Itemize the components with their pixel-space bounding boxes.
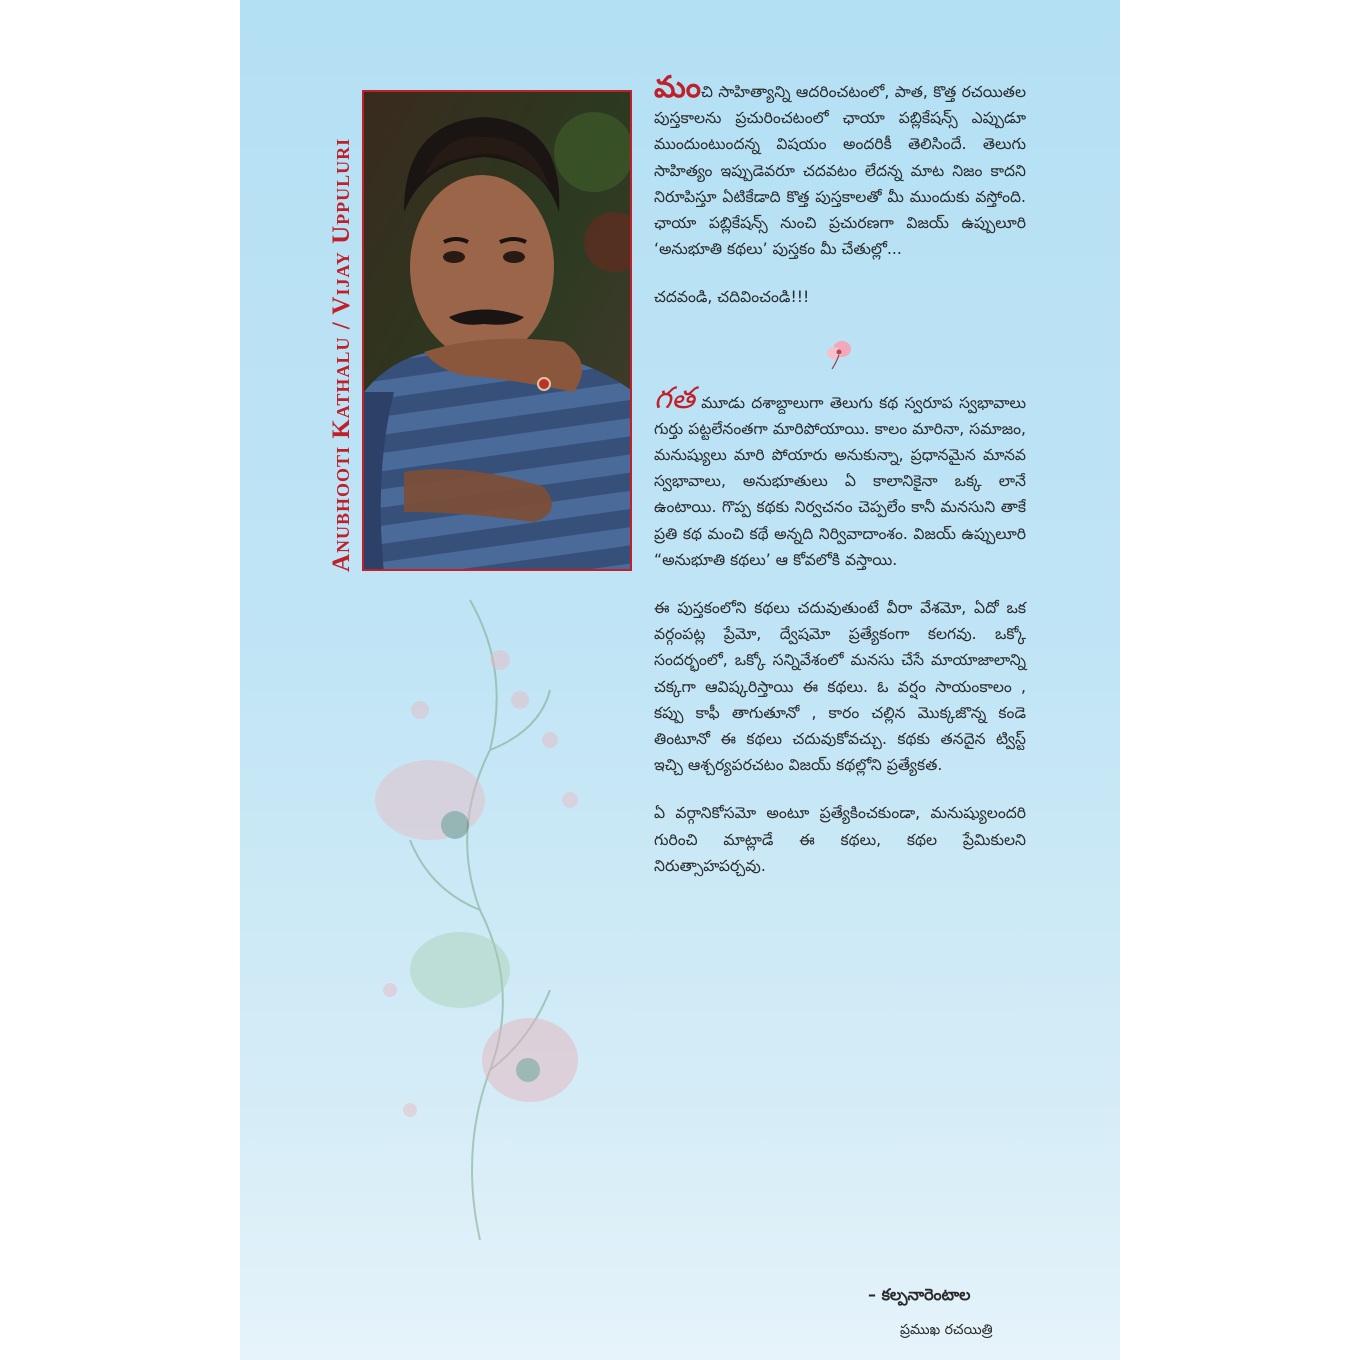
review-paragraph-3: ఏ వర్గానికోసమో అంటూ ప్రత్యేకించకుండా, మనుష్యులందరి గురించి మాట్లాడే ఈ కథలు, కథల ప్రేమికులని నిరుత్సాహపర్చవు. xyxy=(654,804,1026,875)
review-paragraph-1-text: మూడు దశాబ్దాలుగా తెలుగు కథ స్వరూప స్వభావాలు గుర్తు పట్టలేనంతగా మారిపోయాయి. కాలం మారినా, సమాజం, మనుష్యులు మారి పోయారు అనుకున్నా, ప్రధానమైన మానవ స్వభావాలు, అనుభూతులు ఏ కాలానికైనా ఒక్క లానే ఉంటాయి. గొప్ప కథకు నిర్వచనం చెప్పలేం కానీ మనసుని తాకే ప్రతి కథ మంచి కథే అన్నది నిర్వివాదాంశం. విజయ్ ఉప్పులూరి “అనుభూతి కథలు’ ఆ కోవలోకి వస్తాయి. xyxy=(654,393,1026,569)
intro-dropcap: మం xyxy=(654,70,701,105)
intro-paragraph-2: చదవండి, చదివించండి!!! xyxy=(654,288,810,307)
review-dropcap: గత xyxy=(654,380,695,416)
back-cover-text xyxy=(654,70,1026,901)
flower-divider-icon xyxy=(820,333,860,373)
review-paragraph-1 xyxy=(654,380,1026,573)
author-photo xyxy=(362,90,632,571)
vertical-title xyxy=(322,90,362,572)
vertical-title-text: Anubhooti Kathalu / Vijay Uppuluri xyxy=(328,137,355,572)
author-photo-image xyxy=(364,92,632,571)
reviewer-title: ప్రముఖ రచయిత్రి xyxy=(900,1322,993,1338)
intro-paragraph-1-text: చి సాహిత్యాన్ని ఆదరించటంలో, పాత, కొత్త రచయితల పుస్తకాలను ప్రచురించటంలో ఛాయా పబ్లికేషన్స్ ఎప్పుడూ ముందుంటుందన్న విషయం అందరికీ తెలిసిందే. తెలుగు సాహిత్యం ఇప్పుడెవరూ చదవటం లేదన్న మాట నిజం కాదని నిరూపిస్తూ ఏటికేడాది కొత్త పుస్తకాలతో మీ ముందుకు వస్తోంది. ఛాయా పబ్లికేషన్స్ నుంచి ప్రచురణగా విజయ్ ఉప్పులూరి ‘అనుభూతి కథలు’ పుస్తకం మీ చేతుల్లో... xyxy=(654,83,1026,259)
floral-illustration xyxy=(370,590,590,1250)
intro-paragraph-1 xyxy=(654,70,1026,262)
review-paragraph-2: ఈ పుస్తకంలోని కథలు చదువుతుంటే వీరా వేశమో, ఏదో ఒక వర్గంపట్ల ప్రేమో, ద్వేషమో ప్రత్యేకంగా కలగవు. ఒక్కో సందర్భంలో, ఒక్కో సన్నివేశంలో మనసు చేసే మాయాజాలాన్ని చక్కగా ఆవిష్కరిస్తాయి ఈ కథలు. ఓ వర్షం సాయంకాలం , కప్పు కాఫీ తాగుతూనో , కారం చల్లిన మొక్కజొన్న కండె తింటూనో ఈ కథలు చదువుకోవచ్చు. కథకు తనదైన ట్విస్ట్ ఇచ్చి ఆశ్చర్యపరచటం విజయ్ కథల్లోని ప్రత్యేకత. xyxy=(654,599,1026,775)
reviewer-name: – కల్పనారెంటాల xyxy=(868,1285,971,1304)
